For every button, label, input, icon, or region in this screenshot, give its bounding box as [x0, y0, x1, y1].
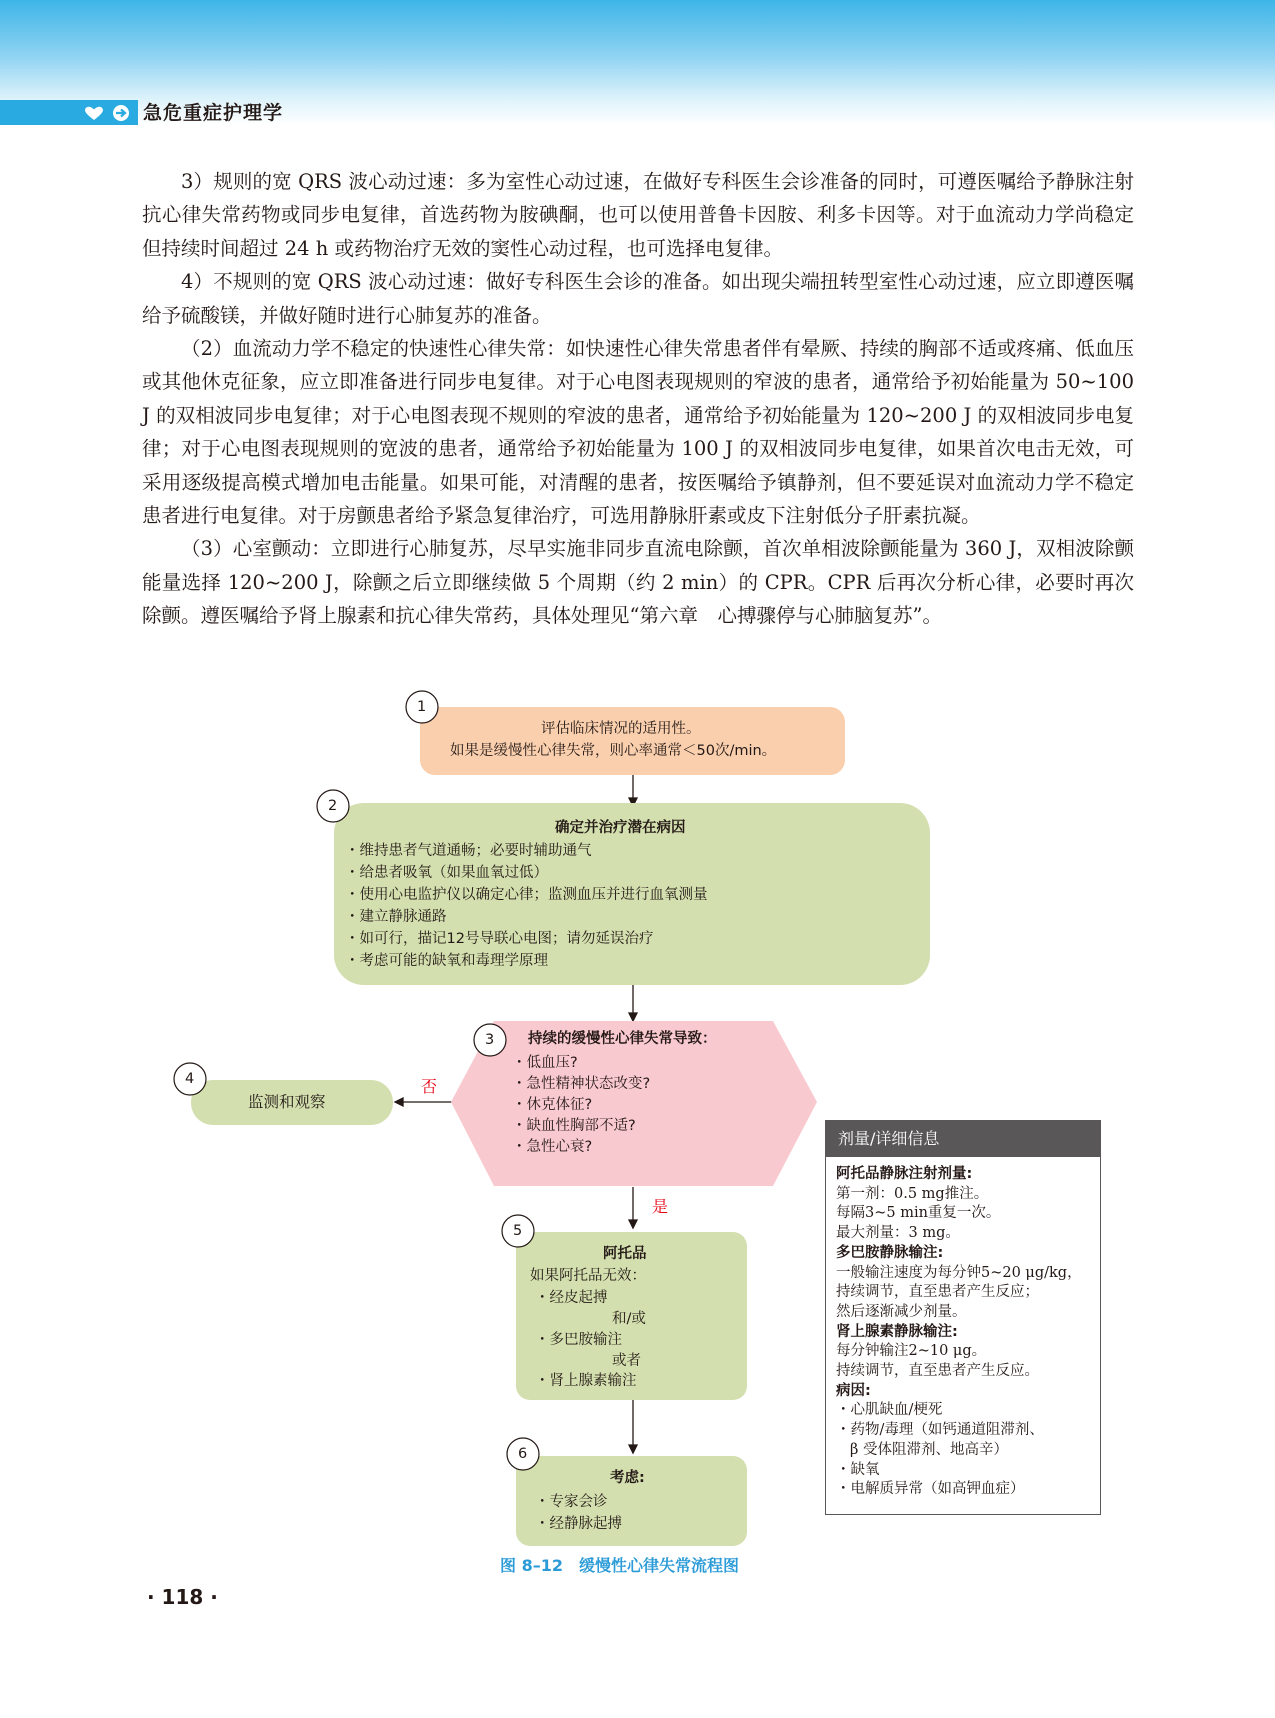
step5-line: ・多巴胺输注	[535, 1332, 622, 1348]
step5-line: ・肾上腺素输注	[535, 1373, 637, 1389]
step5-title: 阿托品	[603, 1246, 647, 1262]
step6-title: 考虑:	[610, 1470, 645, 1486]
dosage-line: β 受体阻滞剂、地高辛）	[850, 1441, 1008, 1458]
step4-number: 4	[185, 1071, 195, 1087]
step3-title: 持续的缓慢性心律失常导致：	[528, 1031, 717, 1047]
step6-item: ・经静脉起搏	[535, 1516, 622, 1532]
step2-item: ・维持患者气道通畅；必要时辅助通气	[345, 843, 592, 859]
dosage-box-text	[836, 1165, 1082, 1500]
book-title: 急危重症护理学	[143, 102, 284, 124]
step1-line: 评估临床情况的适用性。	[541, 721, 701, 737]
page-number: · 118 ·	[147, 1585, 218, 1609]
step5-line: ・经皮起搏	[535, 1290, 608, 1306]
step6-number: 6	[518, 1446, 528, 1462]
step1-line: 如果是缓慢性心律失常，则心率通常＜50次/min。	[450, 743, 777, 759]
dosage-line: 每分钟输注2~10 μg。	[836, 1343, 987, 1360]
dosage-line-heading: 阿托品静脉注射剂量:	[836, 1166, 973, 1182]
step4-label: 监测和观察	[248, 1093, 326, 1111]
dosage-line: 第一剂：0.5 mg推注。	[836, 1185, 989, 1202]
dosage-line: ・心肌缺血/梗死	[836, 1402, 943, 1419]
dosage-line: ・药物/毒理（如钙通道阻滞剂、	[836, 1422, 1044, 1439]
step3-item: ・缺血性胸部不适?	[512, 1118, 636, 1134]
step2-item: ・给患者吸氧（如果血氧过低）	[345, 865, 548, 881]
paragraph: 3）规则的宽 QRS 波心动过速：多为室性心动过速，在做好专科医生会诊准备的同时，可遵医嘱给予静脉注射抗心律失常药物或同步电复律，首选药物为胺碘酮，也可以使用普鲁卡因胺、利多卡因等。对于血流动力学尚稳定但持续时间超过 24 h 或药物治疗无效的窦性心动过程，也可选择电复律。	[142, 170, 1134, 260]
step5-line: 或者	[612, 1353, 641, 1369]
yes-label: 是	[652, 1197, 669, 1216]
step3-item: ・低血压?	[512, 1055, 578, 1071]
step3-item: ・急性心衰?	[512, 1139, 593, 1155]
step5-number: 5	[513, 1223, 523, 1239]
step3-number: 3	[485, 1032, 495, 1048]
dosage-line-heading: 病因:	[836, 1382, 871, 1399]
paragraph: 4）不规则的宽 QRS 波心动过速：做好专科医生会诊的准备。如出现尖端扭转型室性心动过速，应立即遵医嘱给予硫酸镁，并做好随时进行心肺复苏的准备。	[142, 270, 1134, 327]
paragraph: （3）心室颤动：立即进行心肺复苏，尽早实施非同步直流电除颤，首次单相波除颤能量为 360 J，双相波除颤能量选择 120~200 J，除颤之后立即继续做 5 个周期（约 2 min）的 CPR。CPR 后再次分析心律，必要时再次除颤。遵医嘱给予肾上腺素和抗心律失常药，具体处理见“第六章 心搏骤停与心肺脑复苏”。	[142, 537, 1134, 628]
dosage-line: ・缺氧	[836, 1461, 880, 1478]
step3-item: ・急性精神状态改变?	[512, 1076, 651, 1092]
step5-line: 和/或	[612, 1311, 646, 1327]
dosage-line: 最大剂量：3 mg。	[836, 1225, 960, 1242]
step5-line: 如果阿托品无效：	[530, 1268, 646, 1284]
dosage-line-heading: 肾上腺素静脉输注:	[836, 1323, 958, 1340]
step6-item: ・专家会诊	[535, 1494, 608, 1510]
step1-number: 1	[417, 699, 427, 715]
step2-item: ・使用心电监护仪以确定心律；监测血压并进行血氧测量	[345, 887, 708, 903]
dosage-box-header: 剂量/详细信息	[825, 1120, 1101, 1157]
dosage-line-heading: 多巴胺静脉输注:	[836, 1244, 944, 1261]
dosage-line: 一般输注速度为每分钟5~20 μg/kg，	[836, 1264, 1082, 1281]
no-label: 否	[421, 1077, 438, 1096]
step2-item: ・如可行，描记12号导联心电图；请勿延误治疗	[345, 931, 654, 947]
figure-caption: 图 8–12 缓慢性心律失常流程图	[500, 1556, 739, 1575]
step3-item: ・休克体征?	[512, 1097, 593, 1113]
step2-item: ・考虑可能的缺氧和毒理学原理	[345, 953, 548, 969]
dosage-line: 每隔3~5 min重复一次。	[836, 1205, 1001, 1222]
step2-item: ・建立静脉通路	[345, 909, 447, 925]
dosage-line: ・电解质异常（如高钾血症）	[836, 1481, 1025, 1498]
dosage-line: 持续调节，直至患者产生反应；	[836, 1284, 1039, 1301]
paragraph: （2）血流动力学不稳定的快速性心律失常：如快速性心律失常患者伴有晕厥、持续的胸部不适或疼痛、低血压或其他休克征象，应立即准备进行同步电复律。对于心电图表现规则的窄波的患者，通常给予初始能量为 50~100 J 的双相波同步电复律；对于心电图表现不规则的窄波的患者，通常给予初始能量为 120~200 J 的双相波同步电复律；对于心电图表现规则的宽波的患者，通常给予初始能量为 100 J 的双相波同步电复律，如果首次电击无效，可采用逐级提高模式增加电击能量。如果可能，对清醒的患者，按医嘱给予镇静剂，但不要延误对血流动力学不稳定患者进行电复律。对于房颤患者给予紧急复律治疗，可选用静脉肝素或皮下注射低分子肝素抗凝。	[142, 337, 1134, 528]
step2-title: 确定并治疗潜在病因	[555, 820, 686, 836]
dosage-line: 然后逐渐减少剂量。	[836, 1303, 967, 1320]
step2-number: 2	[328, 798, 338, 814]
dosage-line: 持续调节，直至患者产生反应。	[836, 1363, 1039, 1380]
